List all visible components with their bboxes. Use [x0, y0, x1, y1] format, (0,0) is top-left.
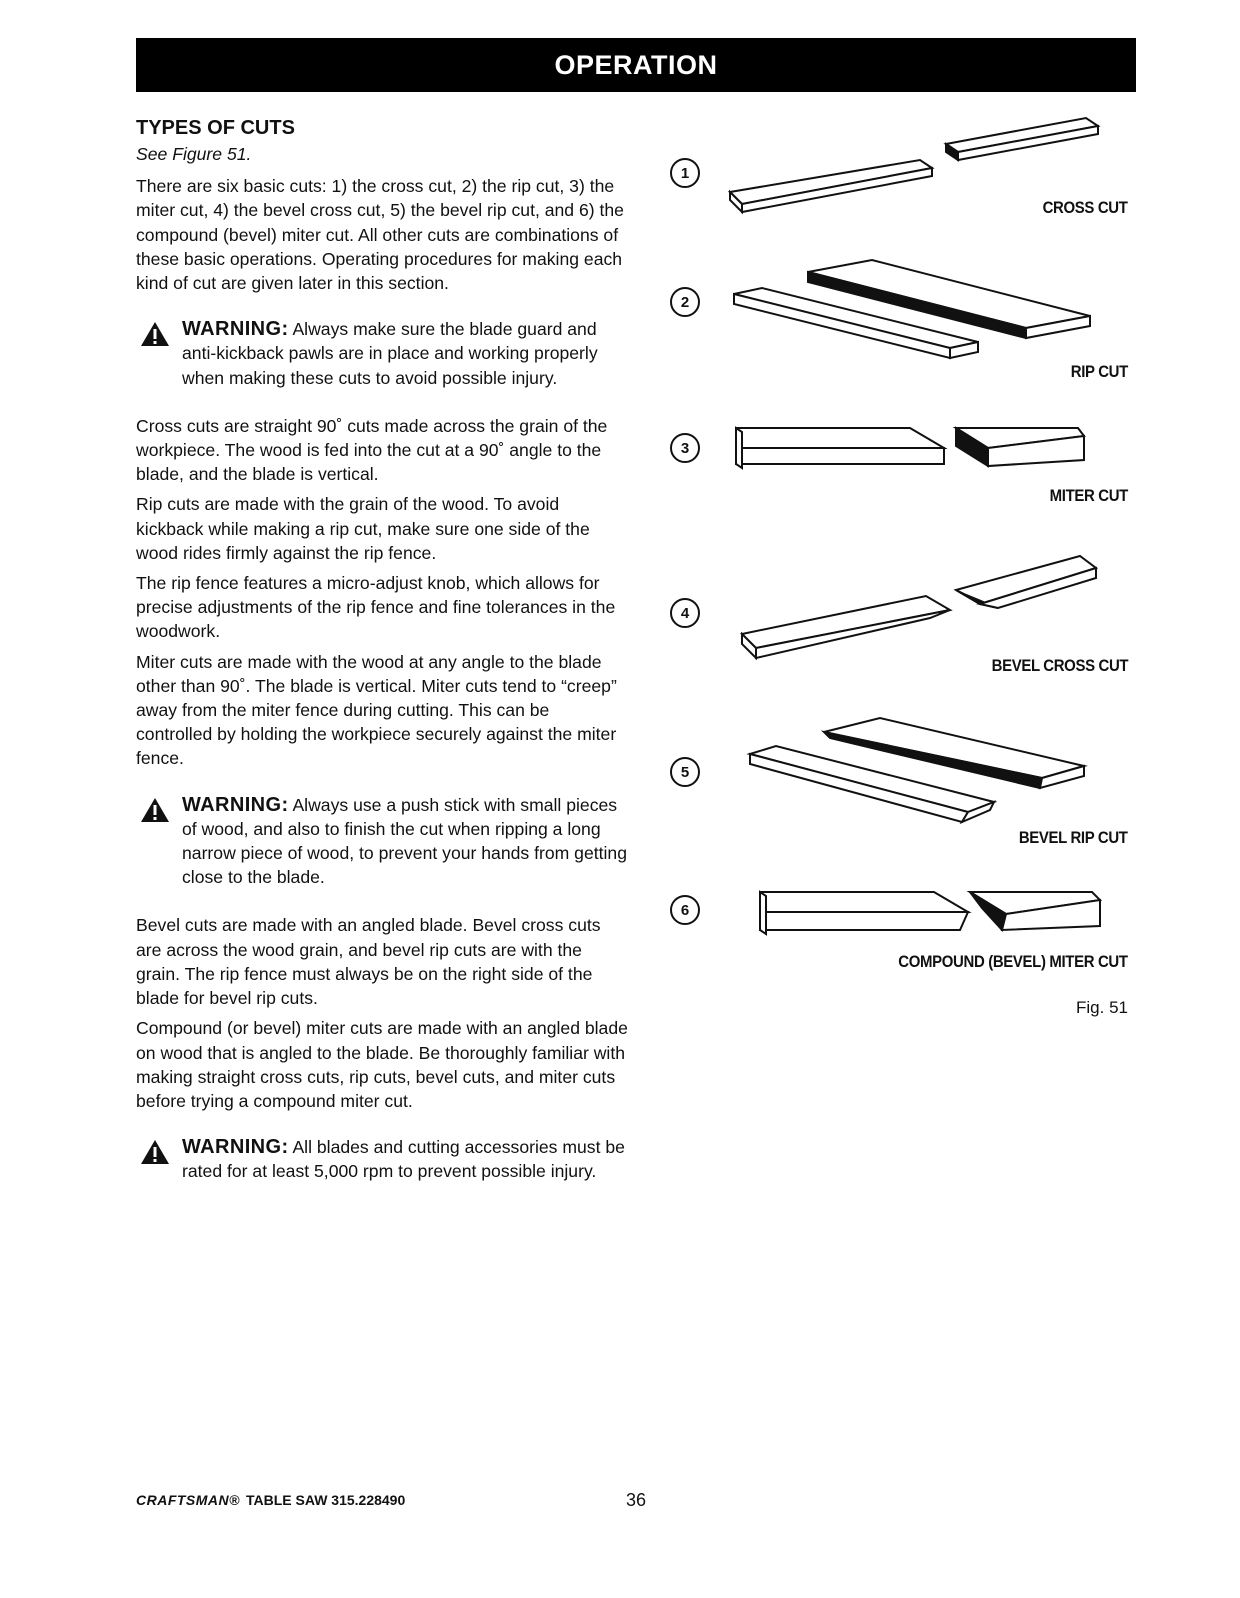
rip-cut-illustration — [720, 250, 1110, 370]
figure-caption: Fig. 51 — [1076, 998, 1128, 1017]
page-header — [136, 38, 1136, 92]
brand-logo: CRAFTSMAN® — [136, 1492, 240, 1508]
bevel-cut-paragraph: Bevel cuts are made with an angled blade. Bevel cross cuts are across the wood grain, and bevel rip cuts are with the grain. The rip fence must always be on the right side of the blade for bevel rip cuts. — [136, 915, 601, 1009]
cross-cut-paragraph: Cross cuts are straight 90˚ cuts made across the grain of the workpiece. The wood is fed into the cut at a 90˚ angle to the blade, and the blade is vertical. — [136, 415, 608, 485]
warning-label: WARNING: — [182, 1136, 289, 1159]
compound-miter-cut-illustration — [720, 878, 1110, 958]
page-footer — [136, 1492, 1136, 1516]
warning-block-1 — [136, 317, 630, 390]
warning-label: WARNING: — [182, 793, 289, 816]
bevel-cross-cut-label: BEVEL CROSS CUT — [991, 656, 1128, 675]
bevel-cross-cut-illustration — [720, 546, 1110, 666]
compound-miter-cut-label: COMPOUND (BEVEL) MITER CUT — [898, 952, 1128, 971]
model-number: TABLE SAW 315.228490 — [246, 1492, 406, 1508]
figure-number-5: 5 — [670, 757, 700, 787]
warning-label: WARNING: — [182, 318, 289, 341]
figure-number-2: 2 — [670, 287, 700, 317]
page-number: 36 — [626, 1490, 647, 1510]
cross-cut-label: CROSS CUT — [1043, 198, 1128, 217]
figure-number-3: 3 — [670, 433, 700, 463]
figure-number-6: 6 — [670, 895, 700, 925]
figure-number-4: 4 — [670, 598, 700, 628]
page-title: OPERATION — [554, 49, 718, 80]
section-title: TYPES OF CUTS — [136, 117, 295, 139]
bevel-rip-cut-label: BEVEL RIP CUT — [1019, 828, 1128, 847]
intro-paragraph: There are six basic cuts: 1) the cross cut, 2) the rip cut, 3) the miter cut, 4) the bevel cross cut, 5) the bevel rip cut, and 6) the compound (bevel) miter cut. All other cuts are combinations of these basic operations. Operating procedures for making each kind of cut are given later in this section. — [136, 176, 624, 294]
warning-text: Always use a push stick with small pieces of wood, and also to finish the cut when ripping a long narrow piece of wood, to prevent your hands from getting close to the blade. — [182, 794, 627, 888]
warning-triangle-icon — [140, 321, 170, 347]
warning-triangle-icon — [140, 1139, 170, 1165]
warning-text: All blades and cutting accessories must be rated for at least 5,000 rpm to prevent possible injury. — [182, 1137, 625, 1182]
rip-fence-paragraph: The rip fence features a micro-adjust knob, which allows for precise adjustments of the rip fence and fine tolerances in the woodwork. — [136, 573, 616, 642]
compound-cut-paragraph: Compound (or bevel) miter cuts are made with an angled blade on wood that is angled to the blade. Be thoroughly familiar with making straight cross cuts, rip cuts, bevel cuts, and miter cuts before trying a compound miter cut. — [136, 1018, 628, 1111]
figure-reference: See Figure 51. — [136, 144, 252, 164]
figure-51 — [650, 110, 1140, 1030]
miter-cut-paragraph: Miter cuts are made with the wood at any angle to the blade other than 90˚. The blade is vertical. Miter cuts tend to “creep” away from the miter fence during cutting. This can be controlled by holding the workpiece securely against the miter fence. — [136, 651, 617, 769]
warning-block-2 — [136, 793, 630, 890]
warning-triangle-icon — [140, 797, 170, 823]
figure-number-1: 1 — [670, 158, 700, 188]
rip-cut-paragraph: Rip cuts are made with the grain of the wood. To avoid kickback while making a rip cut, make sure one side of the wood rides firmly against the rip fence. — [136, 494, 590, 563]
miter-cut-label: MITER CUT — [1049, 486, 1128, 505]
miter-cut-illustration — [720, 410, 1110, 490]
text-column — [136, 116, 630, 1208]
warning-block-3 — [136, 1135, 630, 1183]
rip-cut-label: RIP CUT — [1070, 362, 1128, 381]
bevel-rip-cut-illustration — [720, 710, 1110, 830]
warning-text: Always make sure the blade guard and anti-kickback pawls are in place and working properly when making these cuts to avoid possible injury. — [182, 319, 598, 388]
